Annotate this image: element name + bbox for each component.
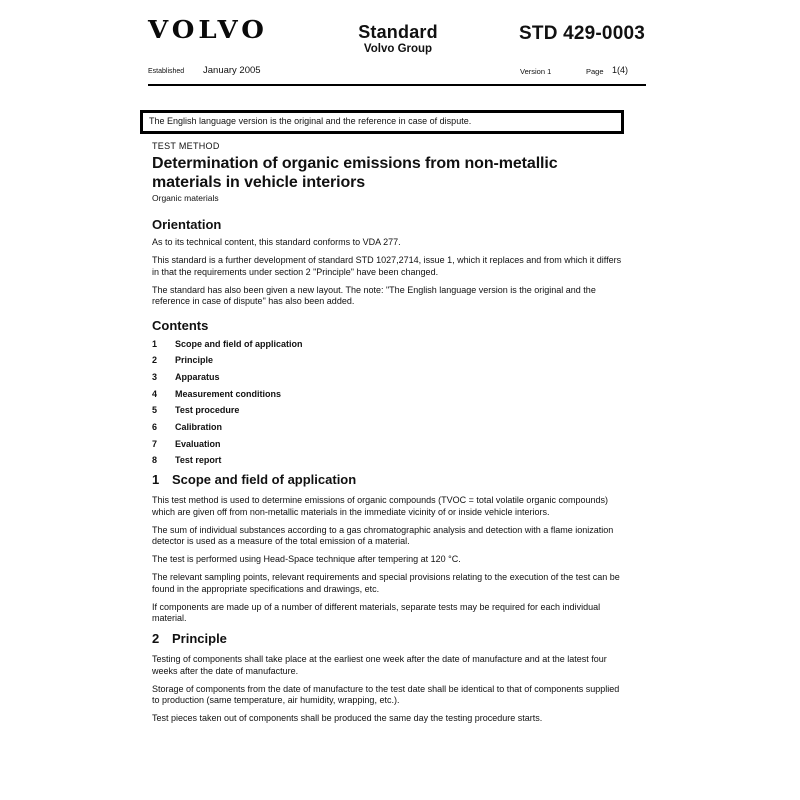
document-body xyxy=(152,141,628,731)
section-number: 1 xyxy=(152,472,160,487)
toc-item-label: Measurement conditions xyxy=(175,388,282,399)
section-1-paragraph: This test method is used to determine emissions of organic compounds (TVOC = total volatile organic compounds) which are given off from non-metallic materials in the immediate vicinity of or inside vehicle interiors. xyxy=(152,495,608,517)
toc-item-number: 5 xyxy=(152,405,158,416)
volvo-logo: VOLVO xyxy=(148,17,268,45)
page-label: Page xyxy=(586,67,604,76)
toc-item-number: 6 xyxy=(152,421,158,432)
toc-item-label: Scope and field of application xyxy=(175,338,303,349)
section-2-heading xyxy=(152,631,628,646)
toc-item xyxy=(152,422,628,434)
orientation-paragraph: This standard is a further development of standard STD 1027,2714, issue 1, which it replaces and from which it differs in that the requirements under section 2 "Principle" have been changed. xyxy=(152,255,622,277)
toc-item-number: 8 xyxy=(152,455,158,466)
language-notice-box: The English language version is the original and the reference in case of dispute. xyxy=(140,110,624,134)
table-of-contents xyxy=(152,339,628,467)
contents-heading: Contents xyxy=(152,317,209,333)
document-title: Determination of organic emissions from non-metallic materials in vehicle interiors xyxy=(152,155,558,191)
section-2-paragraph: Testing of components shall take place at the earliest one week after the date of manufacture and at the latest four weeks after the date of manufacture. xyxy=(152,654,607,676)
toc-item-label: Apparatus xyxy=(175,371,220,382)
established-label: Established xyxy=(148,68,185,75)
toc-item xyxy=(152,372,628,384)
toc-item-label: Calibration xyxy=(175,421,223,432)
section-1-paragraph: The relevant sampling points, relevant requirements and special provisions relating to the execution of the test can be found in the appropriate specifications and drawings, etc. xyxy=(152,572,620,594)
section-title: Scope and field of application xyxy=(172,472,357,487)
section-2-paragraph: Storage of components from the date of manufacture to the test date shall be identical to that of components supplied to production (same temperature, air humidity, wrapping, etc.). xyxy=(152,683,620,705)
toc-item-number: 3 xyxy=(152,371,158,382)
doc-number: STD 429-0003 xyxy=(519,23,645,44)
header-divider xyxy=(148,84,646,86)
doc-type-label: Standard xyxy=(358,22,438,42)
orientation-paragraph: The standard has also been given a new layout. The note: "The English language version is the original and the reference in case of dispute" has also been added. xyxy=(152,284,596,306)
toc-item xyxy=(152,389,628,401)
toc-item-number: 4 xyxy=(152,388,158,399)
orientation-paragraph: As to its technical content, this standard conforms to VDA 277. xyxy=(152,237,401,247)
toc-item xyxy=(152,439,628,451)
section-title: Principle xyxy=(172,631,227,646)
document-subtitle: Organic materials xyxy=(152,193,219,203)
toc-item-number: 1 xyxy=(152,338,158,349)
toc-item-number: 7 xyxy=(152,438,158,449)
toc-item xyxy=(152,355,628,367)
established-date: January 2005 xyxy=(203,65,261,76)
page-number: 1(4) xyxy=(612,65,629,75)
header-center xyxy=(318,22,478,56)
orientation-heading: Orientation xyxy=(152,217,222,232)
toc-item xyxy=(152,339,628,351)
section-1-paragraph: The sum of individual substances according to a gas chromatographic analysis and detection with a flame ionization detector is used as a measure of the total emission of a material. xyxy=(152,524,614,546)
org-label: Volvo Group xyxy=(363,43,433,55)
section-1-paragraph: The test is performed using Head-Space technique after tempering at 120 °C. xyxy=(152,554,461,564)
version-label: Version 1 xyxy=(520,67,552,76)
toc-item xyxy=(152,405,628,417)
toc-item-label: Test report xyxy=(175,455,222,466)
section-1-paragraph: If components are made up of a number of different materials, separate tests may be required for each individual material. xyxy=(152,601,601,623)
section-1-heading xyxy=(152,472,628,487)
toc-item-label: Test procedure xyxy=(175,405,240,416)
toc-item-label: Evaluation xyxy=(175,438,221,449)
section-2-paragraph: Test pieces taken out of components shall be produced the same day the testing procedure starts. xyxy=(152,713,543,723)
section-number: 2 xyxy=(152,631,160,646)
toc-item-number: 2 xyxy=(152,355,158,366)
toc-item xyxy=(152,455,628,467)
kicker-test-method: TEST METHOD xyxy=(152,141,220,151)
toc-item-label: Principle xyxy=(175,355,214,366)
